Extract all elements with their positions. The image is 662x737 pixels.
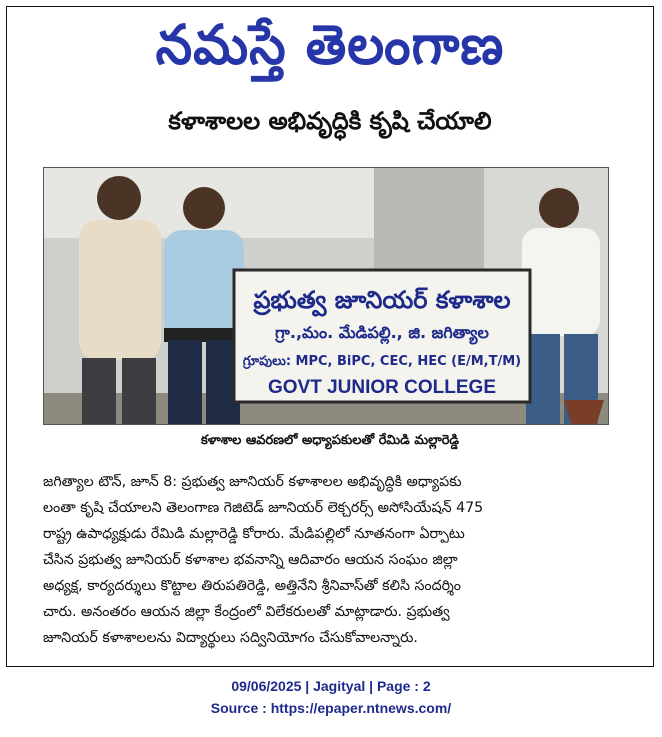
article-line: చారు. అనంతరం ఆయన జిల్లా కేంద్రంలో విలేకరులతో మాట్లాడారు. ప్రభుత్వ [43,604,450,620]
newspaper-masthead [7,7,653,97]
article-line: అధ్యక్ష, కార్యదర్శులు కొట్టాల తిరుపతిరెడ్డి, అత్తినేని శ్రీనివాస్‌తో కలిసి సందర్శిం [43,578,462,594]
footer-date-line: 09/06/2025 | Jagityal | Page : 2 [231,678,431,694]
article-body [43,469,613,651]
college-signboard [234,270,530,402]
article-headline: కళాశాలల అభివృద్ధికి కృషి చేయాలి [168,107,492,135]
footer-source-line: Source : https://epaper.ntnews.com/ [210,700,452,716]
article-line: లంతా కృషి చేయాలని తెలంగాణ గెజిటెడ్ జూనియర్ లెక్చరర్స్ అసోసియేషన్ 475 [43,500,484,516]
masthead-title: నమస్తే తెలంగాణ [155,13,505,77]
signboard-line-4: GOVT JUNIOR COLLEGE [267,377,497,398]
clipping-frame [6,6,654,667]
signboard-line-2: గ్రా.,మం. మేడిపల్లి., జి. జగిత్యాల [275,323,489,342]
photo-caption: కళాశాల ఆవరణలో అధ్యాపకులతో రేమిడి మల్లారెడ్డి [200,433,460,448]
signboard-line-1: ప్రభుత్వ జూనియర్ కళాశాల [253,286,511,314]
signboard-line-3: గ్రూపులు: MPC, BiPC, CEC, HEC (E/M,T/M) [242,354,522,369]
article-line: జూనియర్ కళాశాలలను విద్యార్థులు సద్వినియోగం చేసుకోవాలన్నారు. [43,630,418,646]
article-line: జగిత్యాల టౌన్, జూన్ 8: ప్రభుత్వ జూనియర్ కళాశాలల అభివృద్ధికి అధ్యాపకు [43,474,462,490]
article-line: రాష్ట్ర ఉపాధ్యక్షుడు రేమిడి మల్లారెడ్డి కోరారు. మేడిపల్లిలో నూతనంగా ఏర్పాటు [43,526,465,542]
article-photo [43,167,609,425]
photo-illustration [44,168,609,425]
article-line: చేసిన ప్రభుత్వ జూనియర్ కళాశాల భవనాన్ని ఆదివారం ఆయన సంఘం జిల్లా [43,552,458,568]
